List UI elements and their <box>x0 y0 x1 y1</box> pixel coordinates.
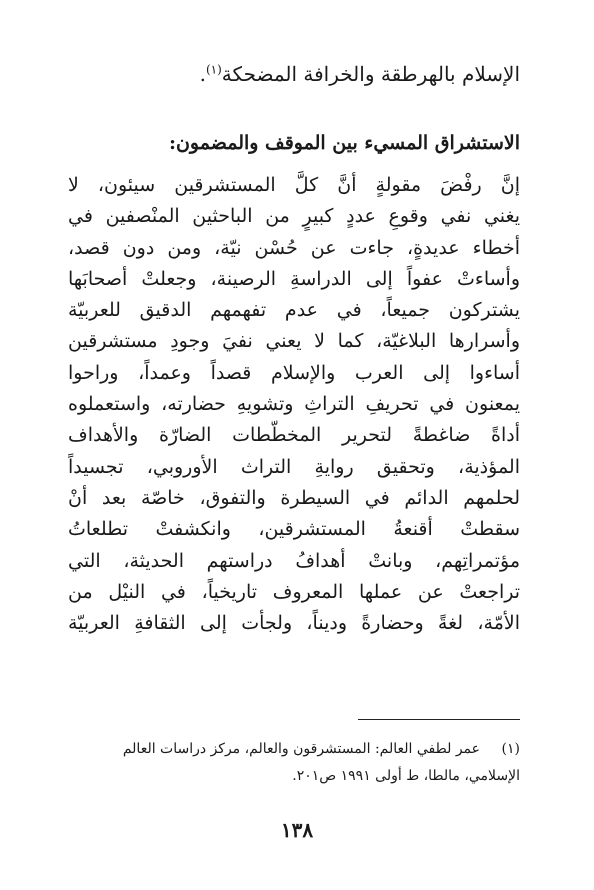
body-paragraph <box>68 170 520 639</box>
body-line: أخطاء عديدةٍ، جاءت عن حُسْن نيّة، ومن دون قصد، <box>68 236 520 259</box>
footnote-reference: (١) <box>205 62 222 77</box>
footnote-text: عمر لطفي العالم: المستشرقون والعالم، مركز دراسات العالم <box>122 741 480 757</box>
body-line: سقطتْ أقنعةُ المستشرقين، وانكشفتْ تطلعاتُ <box>68 518 520 541</box>
body-line: إنَّ رفْضَ مقولةٍ أنَّ كلَّ المستشرقين سيئون، لا <box>68 174 520 196</box>
section-heading: الاستشراق المسيء بين الموقف والمضمون: <box>168 132 520 154</box>
continued-text-line <box>60 56 520 92</box>
page-number: ١٣٨ <box>280 818 314 842</box>
body-line: يشتركون جميعاً، في عدم تفهمهم الدقيق للعربيّة <box>68 299 520 322</box>
body-line: أداةً ضاغطةً لتحرير المخطَّطات الضارّة والأهداف <box>68 424 520 447</box>
footnote-text: الإسلامي، مالطا، ط أولى ١٩٩١ ص٢٠١. <box>292 768 520 784</box>
footnote-divider <box>358 719 520 720</box>
body-line: الأمّة، لغةً وحضارةً وديناً، ولجأت إلى الثقافةِ العربيّة <box>68 612 520 635</box>
footnote-line <box>68 763 520 790</box>
footnote <box>68 736 520 790</box>
body-line: تراجعتْ عن عملها المعروف تاريخياً، في النيْل من <box>68 580 520 603</box>
footnote-line <box>68 736 520 763</box>
footnote-number: (١) <box>501 741 520 757</box>
body-line: مؤتمراتِهم، وبانتْ أهدافُ دراستهم الحديثة، التي <box>68 549 520 572</box>
body-line: المؤذية، وتحقيق روايةِ التراث الأوروبي، تجسيداً <box>68 455 520 478</box>
continued-text: الإسلام بالهرطقة والخرافة المضحكة <box>221 62 520 86</box>
body-line: يمعنون في تحريفِ التراثِ وتشويهِ حضارته، واستعملوه <box>68 393 520 416</box>
body-line: وأسرارها البلاغيّة، كما لا يعني نفيَ وجودِ مستشرقين <box>68 330 520 353</box>
body-line: يغني نفي وقوعِ عددٍ كبيرٍ من الباحثين المنْصفين في <box>68 205 520 228</box>
body-line: أساءوا إلى العرب والإسلام قصداً وعمداً، وراحوا <box>68 361 520 384</box>
sentence-end: . <box>199 62 206 86</box>
body-line: لحلمهم الدائم في السيطرة والتفوق، خاصّة بعد أنْ <box>68 486 520 509</box>
body-line: وأساءتْ عفواً إلى الدراسةِ الرصينة، وجعلتْ أصحابَها <box>68 267 520 290</box>
